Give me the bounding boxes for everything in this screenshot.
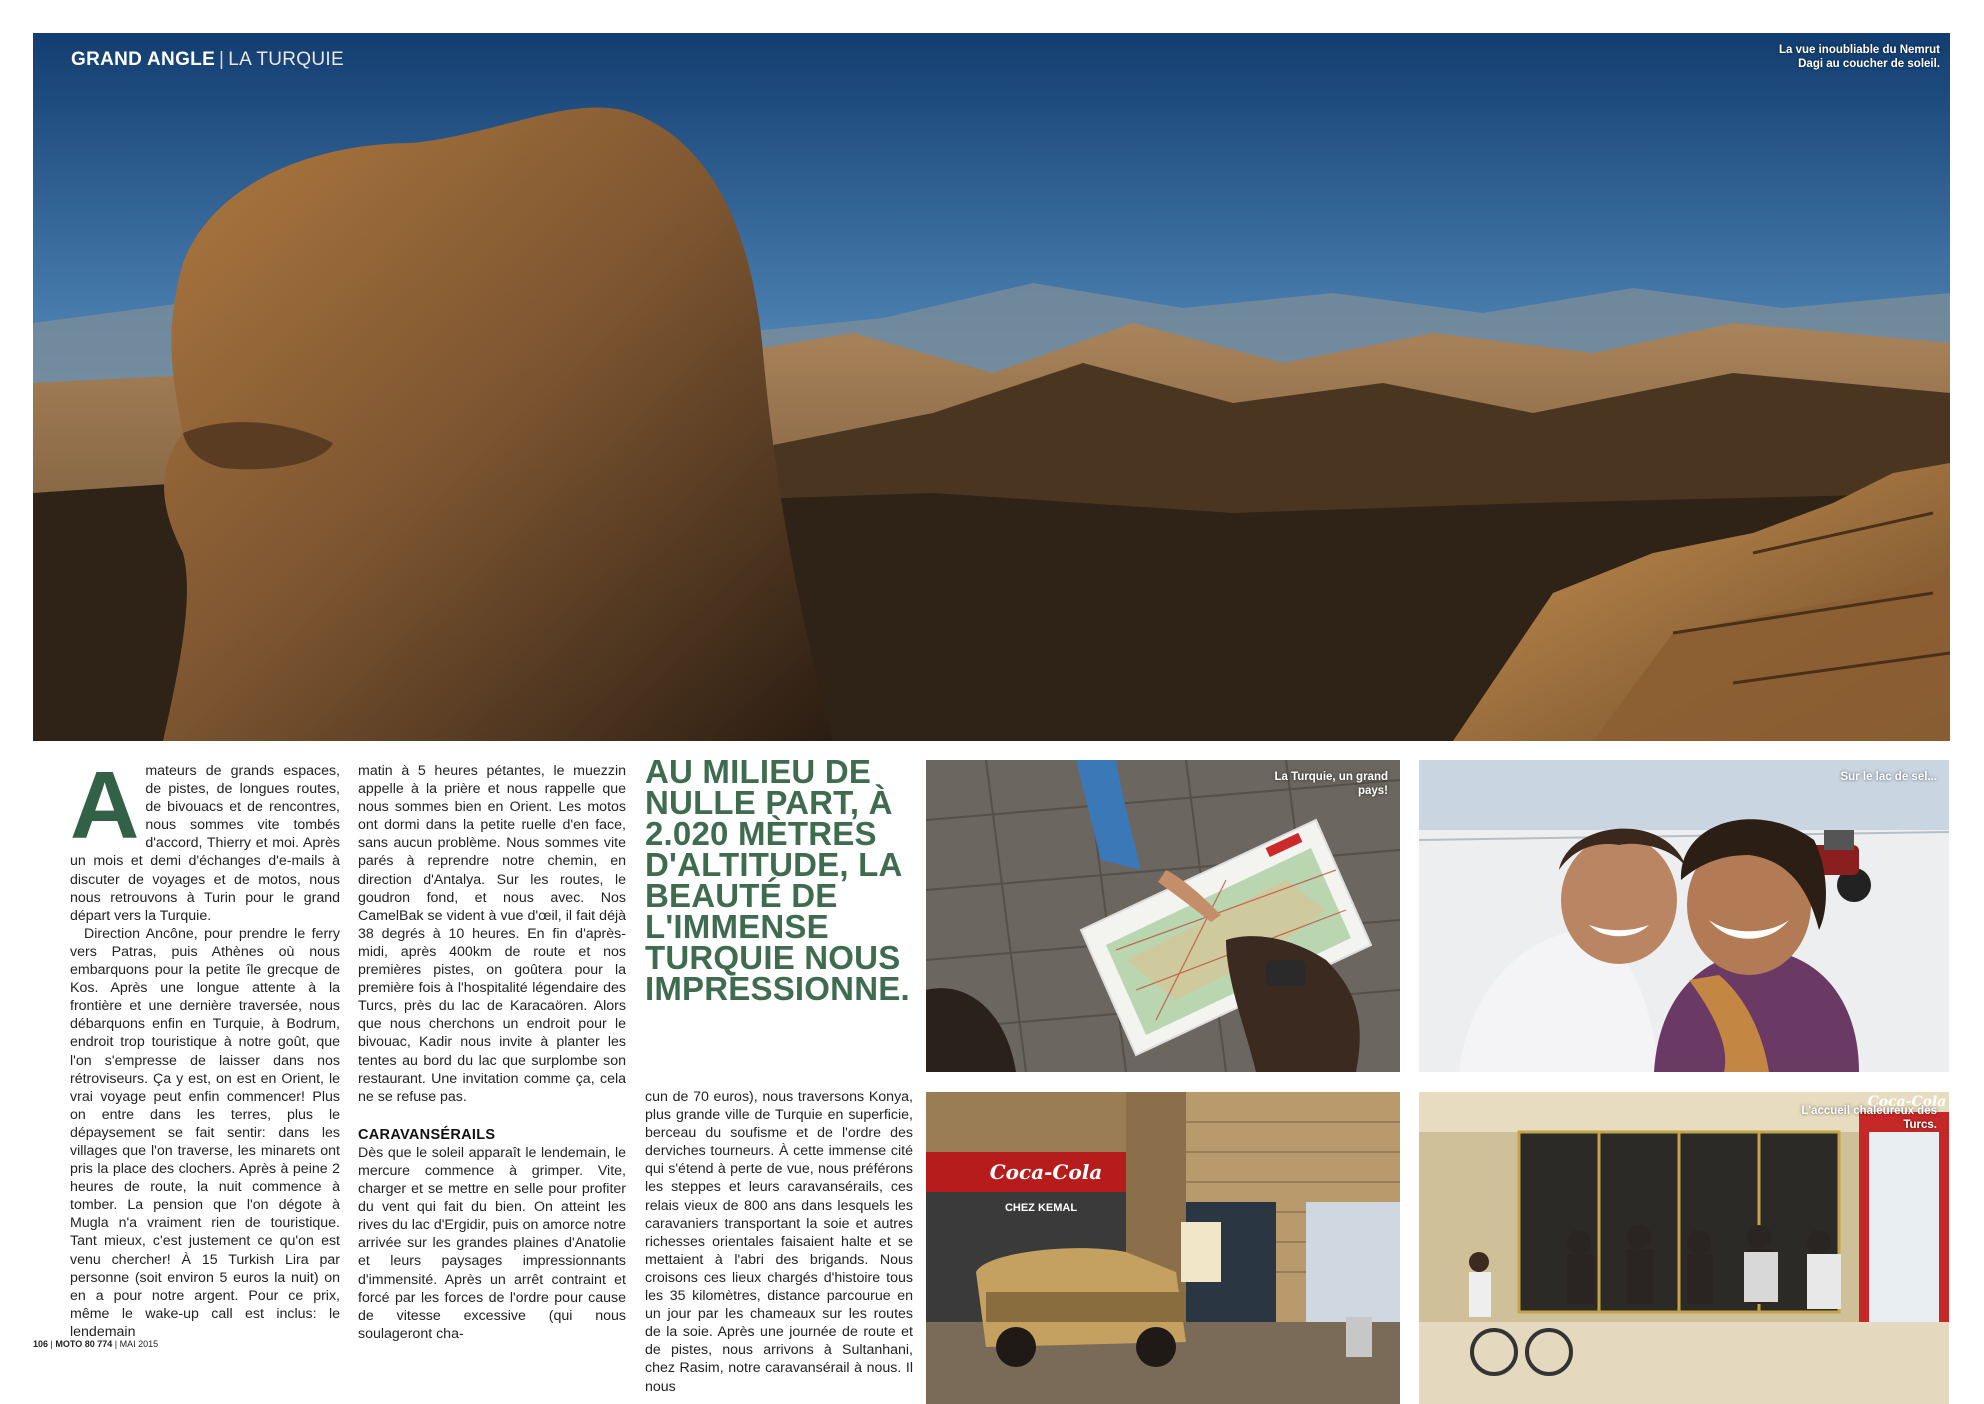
photo-caption-welcome: L'accueil chaleureux des Turcs. <box>1801 1105 1937 1131</box>
article-paragraph: Dès que le soleil apparaît le lendemain, le mercure commence à grimper. Vite, charger et se mettre en selle pour profiter du vent qui fait du bien. On atteint les rives du lac d'Ergidir, puis on amorce notre arrivée sur les grandes plaines d'Anatolie et leurs paysages impressionnants d'immensité. Après un arrêt contraint et forcé par les forces de l'ordre pour cause de vitesse excessive (qui nous soulageront cha- <box>358 1144 626 1342</box>
article-column-2 <box>358 762 626 1343</box>
coca-cola-sign-right: Coca-Cola <box>1867 1094 1947 1110</box>
welcome-photo-illustration <box>1419 1092 1949 1404</box>
map-photo-illustration <box>926 760 1400 1072</box>
photo-caption-lake: Sur le lac de sel... <box>1840 771 1937 783</box>
section-separator: | <box>219 49 225 70</box>
article-column-3 <box>645 1088 913 1396</box>
article-paragraph: cun de 70 euros), nous traversons Konya, plus grande ville de Turquie en superficie, berceau du soufisme et de l'ordre des derviches tourneurs. À cette immense cité qui s'étend à perte de vue, nous préférons les steppes et leurs caravansérails, ces relais vieux de 800 ans dans lesquels les caravaniers transportant la soie et autres richesses orientales faisaient halte et se mettaient à l'abri des brigands. Nous croisons ces lieux chargés d'histoire tous les 35 kilomètres, distance parcourue en un jour par les chameaux sur les routes de la soie. Après une journée de route et de pistes, nous arrivons à Sultanhani, chez Rasim, notre caravansérail à nous. Il nous <box>645 1089 913 1395</box>
hero-photo-nemrut-dagi <box>33 33 1950 741</box>
article-paragraph: matin à 5 heures pétantes, le muezzin appelle à la prière et nous rappelle que nous sommes bien en Orient. Les motos ont dormi dans la petite ruelle d'en face, sans aucun problème. Nous sommes vite parés à reprendre notre chemin, en direction d'Antalya. Sur les routes, le goudron fond, et nous avec. Nos CamelBak se vident à vue d'œil, il fait déjà 38 degrés à 10 heures. En fin d'après-midi, après 400km de route et nos premières pistes, on goûtera pour la première fois à l'hospitalité légendaire des Turcs, près du lac de Karacaören. Alors que nous cherchons un endroit pour le bivouac, Kadir nous invite à planter les tentes au bord du lac que surplombe son restaurant. Une invitation comme ça, cela ne se refuse pas. <box>358 763 626 1105</box>
drop-cap: A <box>70 752 140 859</box>
article-paragraph: Amateurs de grands espaces, de pistes, de longues routes, de bivouacs et de rencontres, nous sommes vite tombés d'accord, Thierry et moi. Après un mois et demi d'échanges d'e-mails à discuter de voyages et de motos, nous nous retrouvons à Turin pour le grand départ vers la Turquie. <box>70 752 340 924</box>
subheading: CARAVANSÉRAILS <box>358 1126 496 1143</box>
coca-cola-sign: Coca-Cola <box>989 1160 1103 1184</box>
chez-kemal-sign: CHEZ KEMAL <box>1004 1202 1078 1214</box>
magazine-name: MOTO 80 <box>55 1339 95 1349</box>
lake-photo-illustration <box>1419 760 1949 1072</box>
issue-date: MAI 2015 <box>119 1339 159 1349</box>
section-subtitle: LA TURQUIE <box>228 49 344 70</box>
pull-quote: AU MILIEU DE NULLE PART, À 2.020 MÈTRES D'ALTITUDE, LA BEAUTÉ DE L'IMMENSE TURQUIE NOUS IMPRESSIONNE. <box>645 753 910 1007</box>
article-paragraph: Direction Ancône, pour prendre le ferry vers Patras, puis Athènes où nous embarquons pour la petite île grecque de Kos. Après une longue attente à la frontière et une dernière traversée, nous débarquons enfin en Turquie, à Bodrum, endroit trop touristique à notre goût, que l'on s'empresse de laisser dans nos rétroviseurs. Ça y est, on est en Orient, le vrai voyage peut enfin commencer! Plus on entre dans les terres, plus le dépaysement se fait sentir: dans les villages que l'on traverse, les minarets ont pris la place des clochers. Après à peine 2 heures de route, la nuit commence à tomber. La pension que l'on dégote à Mugla n'a vraiment rien de touristique. Tant mieux, c'est justement ce qu'on est venu chercher! À 15 Turkish Lira par personne (soit environ 5 euros la nuit) on en a pour notre argent. Pour ce prix, même le wake-up call est inclus: le lendemain <box>70 925 340 1340</box>
article-column-1 <box>70 752 340 1341</box>
photo-old-car-street <box>926 1092 1400 1404</box>
hero-caption: La vue inoubliable du Nemrut Dagi au coucher de soleil. <box>1778 44 1940 70</box>
section-title: GRAND ANGLE <box>71 49 216 70</box>
photo-caption-map: La Turquie, un grand pays! <box>1274 771 1388 797</box>
photo-salt-lake-girls <box>1419 760 1949 1072</box>
photo-map-reading <box>926 760 1400 1072</box>
photo-turkish-welcome <box>1419 1092 1949 1404</box>
car-photo-illustration <box>926 1092 1400 1404</box>
section-header <box>71 49 344 71</box>
issue-number: 774 <box>97 1339 113 1349</box>
page-number: 106 <box>33 1339 49 1349</box>
page-footer: 106 | MOTO 80 774 | MAI 2015 <box>33 1339 159 1349</box>
hero-landscape-illustration <box>33 33 1950 741</box>
